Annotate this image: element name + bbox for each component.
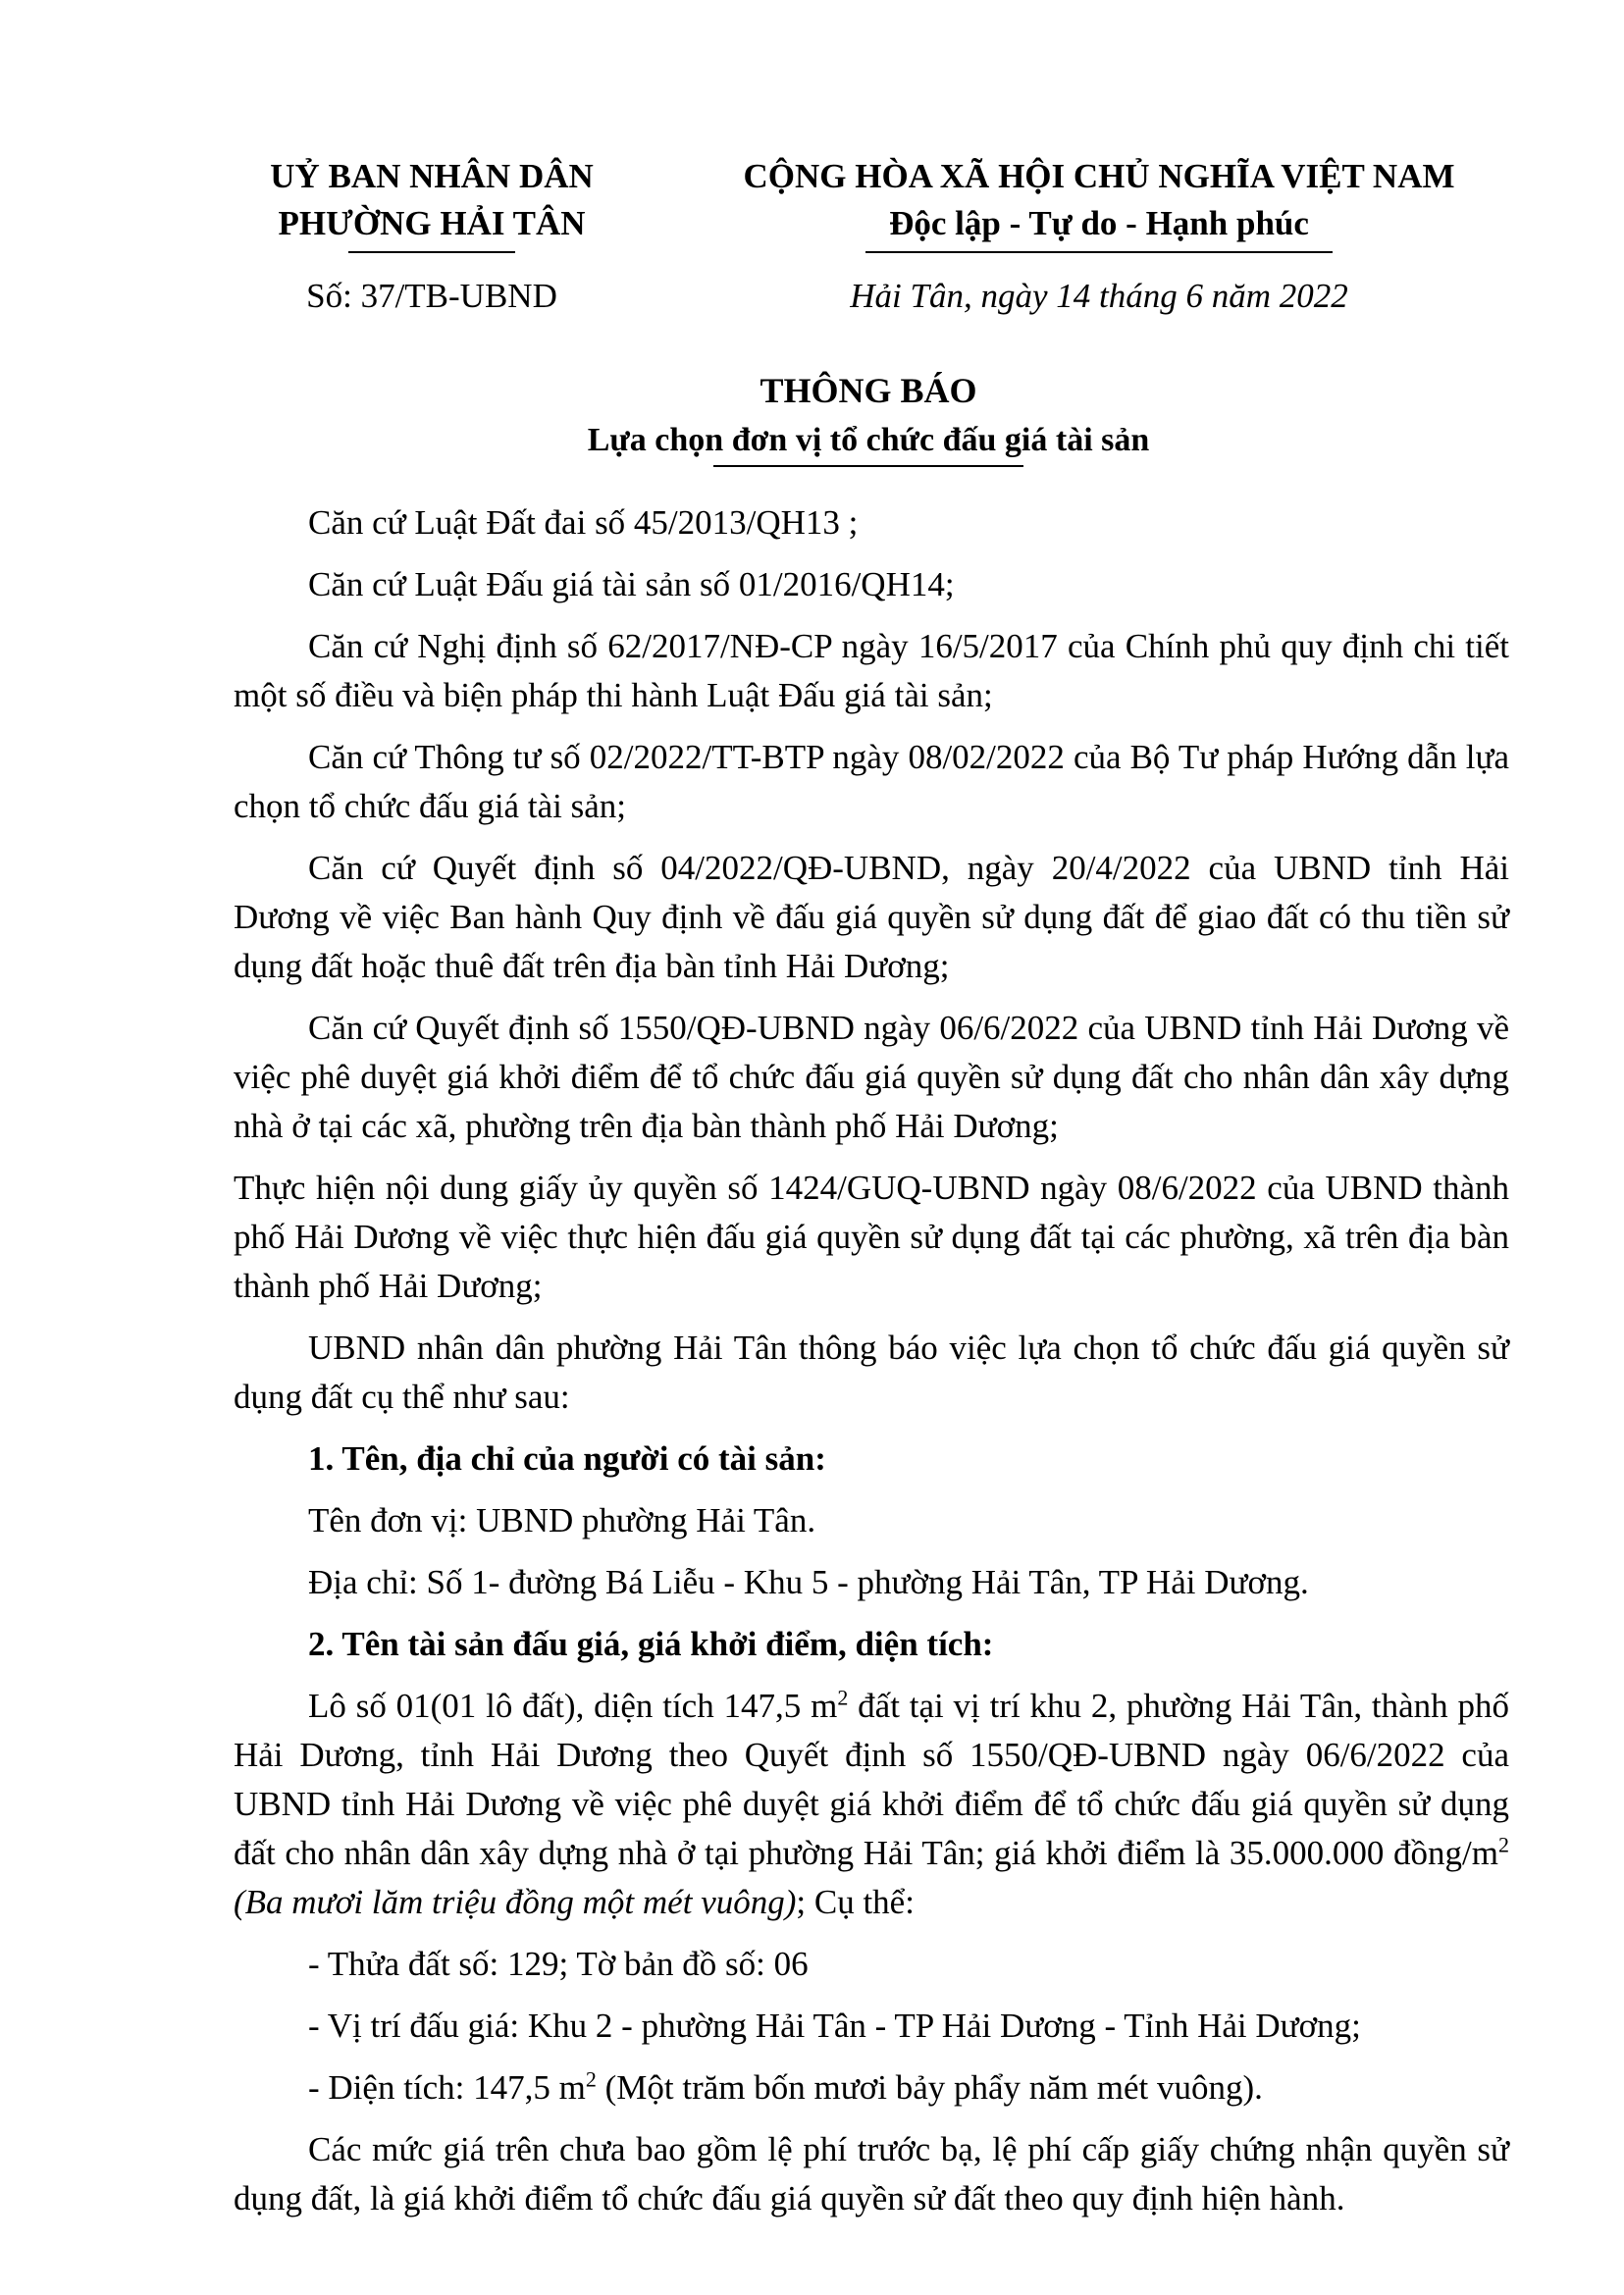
parcel-number: - Thửa đất số: 129; Tờ bản đồ số: 06 [308,1945,809,1983]
national-motto: Độc lập - Tự do - Hạnh phúc [889,204,1309,242]
area-text-2: (Một trăm bốn mươi bảy phẩy năm mét vuông). [596,2068,1263,2107]
asset-text-2: đất tại vị trí khu 2, phường Hải Tân, thành phố Hải Dương, tỉnh Hải Dương theo Quyết định số 1550/QĐ-UBND ngày 06/6/2022 của UBND tỉnh Hải Dương về việc phê duyệt giá khởi điểm để tổ chức đấu giá quyền sử dụng đất cho nhân dân xây dựng nhà ở tại phường Hải Tân; giá khởi điểm là 35.000.000 đồng/m [234,1687,1510,1872]
issuing-agency-block [226,153,638,320]
agency-name-line1: UỶ BAN NHÂN DÂN [270,157,594,195]
announcement-intro: UBND nhân dân phường Hải Tân thông báo việc lựa chọn tổ chức đấu giá quyền sử dụng đất cụ thể như sau: [234,1329,1509,1416]
national-name: CỘNG HÒA XÃ HỘI CHỦ NGHĨA VIỆT NAM [743,157,1455,195]
price-in-words: (Ba mươi lăm triệu đồng một mét vuông) [234,1883,797,1921]
price-note: Các mức giá trên chưa bao gồm lệ phí trước bạ, lệ phí cấp giấy chứng nhận quyền sử dụng đất, là giá khởi điểm tổ chức đấu giá quyền sử đất theo quy định hiện hành. [234,2130,1509,2217]
legal-basis-3: Căn cứ Nghị định số 62/2017/NĐ-CP ngày 16/5/2017 của Chính phủ quy định chi tiết một số điều và biện pháp thi hành Luật Đấu giá tài sản; [234,627,1509,714]
document-subtitle: Lựa chọn đơn vị tổ chức đấu giá tài sản [587,422,1150,458]
section-1-heading: 1. Tên, địa chỉ của người có tài sản: [308,1439,826,1478]
document-number: Số: 37/TB-UBND [306,277,557,315]
legal-basis-4: Căn cứ Thông tư số 02/2022/TT-BTP ngày 08/02/2022 của Bộ Tư pháp Hướng dẫn lựa chọn tổ chức đấu giá tài sản; [234,738,1509,825]
parcel-area [234,2063,1509,2112]
legal-basis-6: Căn cứ Quyết định số 1550/QĐ-UBND ngày 06/6/2022 của UBND tỉnh Hải Dương về việc phê duyệt giá khởi điểm để tổ chức đấu giá quyền sử dụng đất cho nhân dân xây dựng nhà ở tại các xã, phường trên địa bàn thành phố Hải Dương; [234,1009,1509,1145]
superscript-2b: 2 [1498,1832,1509,1857]
document-title-block [226,365,1511,467]
document-body [234,498,1509,2236]
authorization-paragraph: Thực hiện nội dung giấy ủy quyền số 1424/GUQ-UBND ngày 08/6/2022 của UBND thành phố Hải Dương về việc thực hiện đấu giá quyền sử dụng đất tại các phường, xã trên địa bàn thành phố Hải Dương; [234,1169,1509,1305]
owner-address: Địa chỉ: Số 1- đường Bá Liễu - Khu 5 - phường Hải Tân, TP Hải Dương. [308,1563,1309,1601]
document-title: THÔNG BÁO [760,371,977,410]
national-motto-block [677,153,1521,320]
title-underline [713,465,1023,467]
agency-name-line2: PHƯỜNG HẢI TÂN [278,204,586,242]
owner-name: Tên đơn vị: UBND phường Hải Tân. [308,1501,816,1539]
asset-description [234,1682,1509,1927]
superscript-2c: 2 [585,2066,597,2092]
superscript-2: 2 [837,1685,849,1710]
agency-underline [348,251,515,253]
place-and-date: Hải Tân, ngày 14 tháng 6 năm 2022 [850,277,1348,315]
auction-location: - Vị trí đấu giá: Khu 2 - phường Hải Tân - TP Hải Dương - Tỉnh Hải Dương; [308,2007,1361,2045]
legal-basis-2: Căn cứ Luật Đấu giá tài sản số 01/2016/QH14; [308,565,955,603]
asset-text-3: ; Cụ thể: [796,1883,915,1921]
section-2-heading: 2. Tên tài sản đấu giá, giá khởi điểm, diện tích: [308,1625,994,1663]
area-text-1: - Diện tích: 147,5 m [308,2068,586,2107]
legal-basis-5: Căn cứ Quyết định số 04/2022/QĐ-UBND, ngày 20/4/2022 của UBND tỉnh Hải Dương về việc Ban hành Quy định về đấu giá quyền sử dụng đất để giao đất có thu tiền sử dụng đất hoặc thuê đất trên địa bàn tỉnh Hải Dương; [234,849,1509,985]
motto-underline [865,251,1333,253]
asset-text-1: Lô số 01(01 lô đất), diện tích 147,5 m [308,1687,838,1725]
legal-basis-1: Căn cứ Luật Đất đai số 45/2013/QH13 ; [308,503,859,542]
